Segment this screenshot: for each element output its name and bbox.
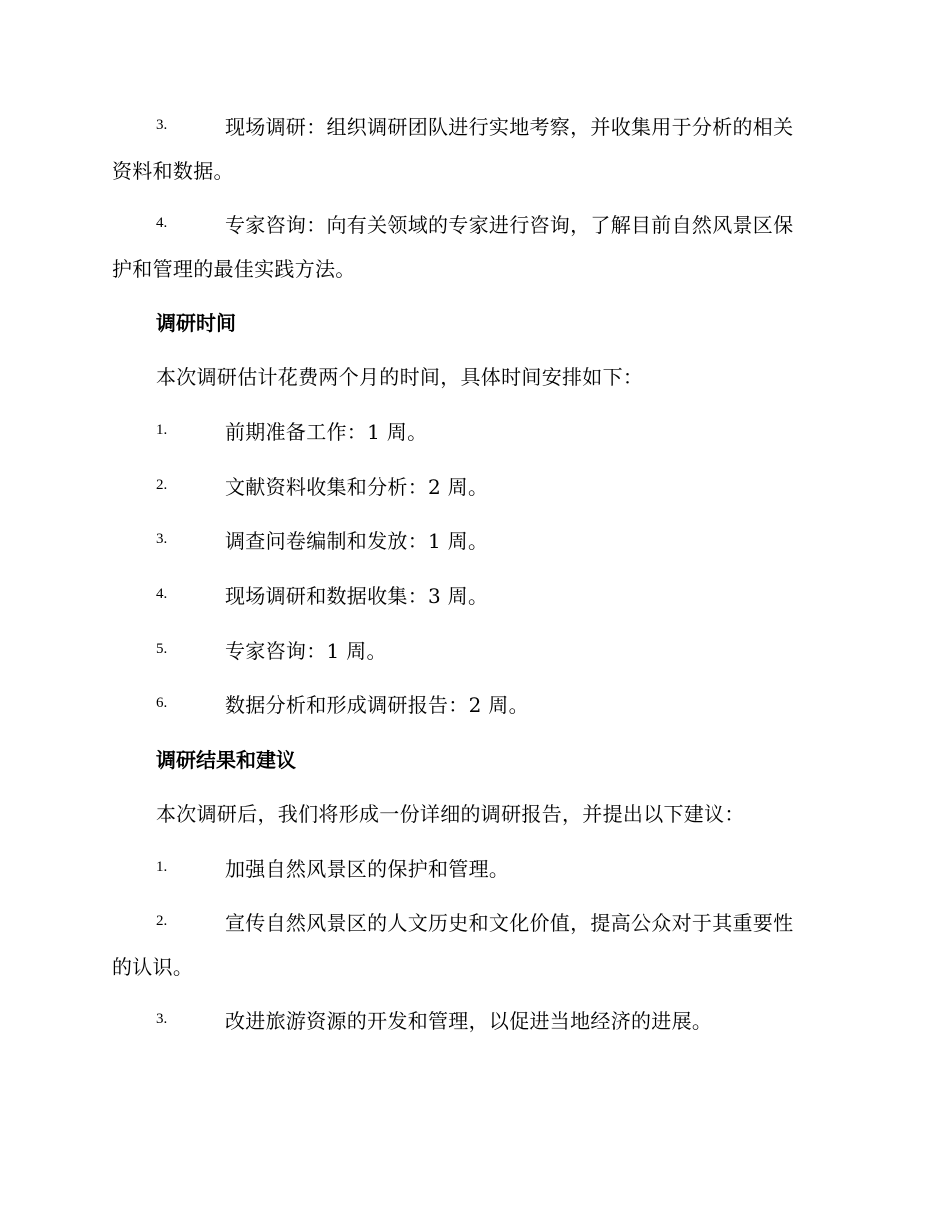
list-item-text: 现场调研和数据收集：3 周。 — [225, 584, 489, 608]
list-number: 2. — [156, 477, 168, 493]
list-item — [112, 901, 832, 989]
list-number: 3. — [156, 117, 168, 133]
paragraph — [112, 355, 832, 399]
list-item-text: 现场调研：组织调研团队进行实地考察，并收集用于分析的相关 — [225, 115, 794, 139]
list-item-text: 改进旅游资源的开发和管理，以促进当地经济的进展。 — [225, 1009, 713, 1033]
list-item-text-continued: 护和管理的最佳实践方法。 — [112, 257, 356, 281]
list-number: 1. — [156, 859, 168, 875]
list-number: 1. — [156, 422, 168, 438]
list-number: 4. — [156, 586, 168, 602]
list-number: 5. — [156, 641, 168, 657]
list-item — [112, 847, 832, 891]
list-item-text-continued: 的认识。 — [112, 955, 194, 979]
list-item-text: 文献资料收集和分析：2 周。 — [225, 475, 489, 499]
list-item-text: 调查问卷编制和发放：1 周。 — [225, 529, 489, 553]
list-item-text: 专家咨询：向有关领域的专家进行咨询，了解目前自然风景区保 — [225, 213, 794, 237]
list-item — [112, 465, 832, 509]
list-item — [112, 105, 832, 193]
list-item-text: 宣传自然风景区的人文历史和文化价值，提高公众对于其重要性 — [225, 911, 794, 935]
list-item — [112, 629, 832, 673]
list-item — [112, 203, 832, 291]
list-number: 2. — [156, 913, 168, 929]
paragraph — [112, 792, 832, 836]
list-item — [112, 999, 832, 1043]
list-item — [112, 683, 832, 727]
list-item-text: 数据分析和形成调研报告：2 周。 — [225, 693, 529, 717]
list-item-text-continued: 资料和数据。 — [112, 159, 234, 183]
list-item — [112, 410, 832, 454]
list-number: 3. — [156, 1011, 168, 1027]
section-heading-schedule: 调研时间 — [156, 311, 236, 335]
list-item — [112, 519, 832, 563]
list-item-text: 加强自然风景区的保护和管理。 — [225, 857, 510, 881]
paragraph-text: 本次调研后，我们将形成一份详细的调研报告，并提出以下建议： — [156, 802, 745, 826]
list-number: 4. — [156, 215, 168, 231]
section-heading-results: 调研结果和建议 — [156, 748, 296, 772]
list-item — [112, 574, 832, 618]
list-number: 3. — [156, 531, 168, 547]
list-item-text: 前期准备工作：1 周。 — [225, 420, 428, 444]
paragraph-text: 本次调研估计花费两个月的时间，具体时间安排如下： — [156, 365, 644, 389]
list-item-text: 专家咨询：1 周。 — [225, 639, 387, 663]
list-number: 6. — [156, 695, 168, 711]
